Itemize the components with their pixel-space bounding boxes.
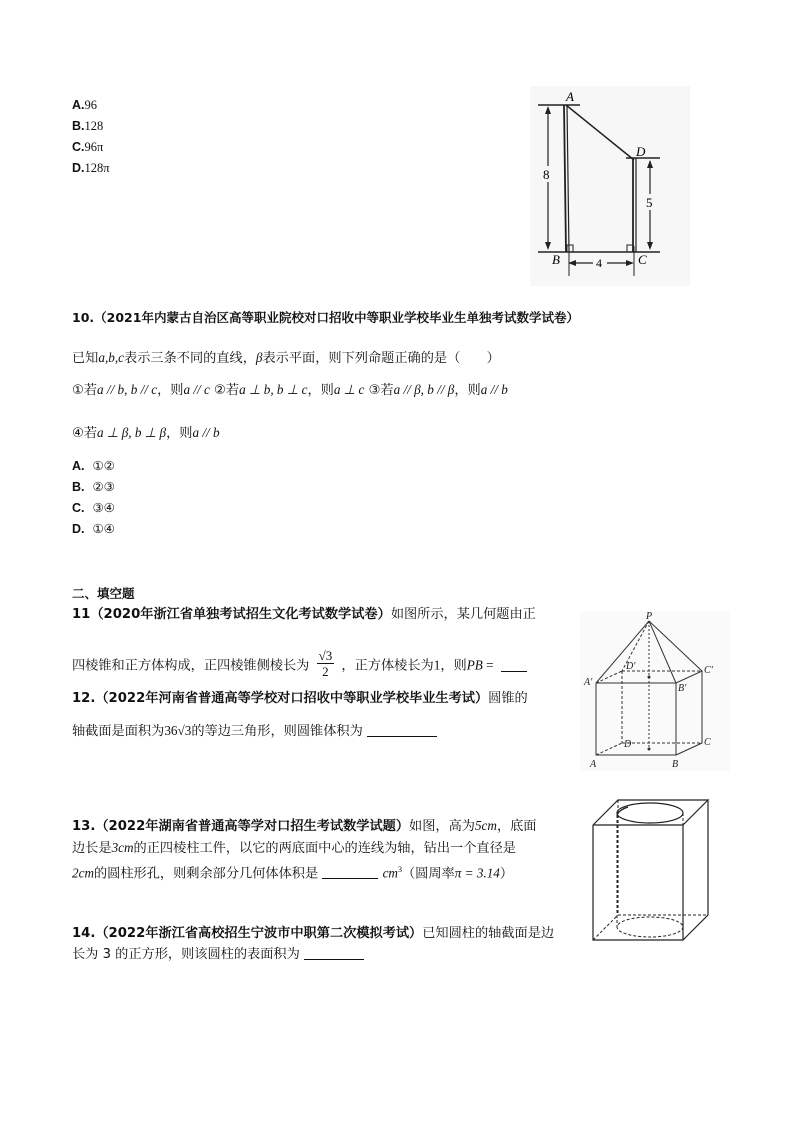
q9-option-d[interactable]: D.128π — [72, 161, 110, 175]
q9-figure — [530, 86, 690, 286]
q10-option-c[interactable]: C. ③④ — [72, 500, 115, 515]
q12-line-1: 12.（2022年河南省普通高等学校对口招收中等职业学校毕业生考试）圆锥的 — [72, 691, 528, 706]
q12-line-2: 轴截面是面积为36√3的等边三角形，则圆锥体积为 — [72, 722, 437, 741]
q11-point-c-label: C — [704, 737, 711, 748]
q11-point-p-label: P — [646, 611, 653, 622]
q11-fraction: $\frac{√3}{2}$ — [318, 648, 333, 679]
q13-line-3: 2cm的圆柱形孔，则剩余部分几何体体积是 $cm^3$（圆周率π = 3.14） — [72, 865, 514, 882]
q11-figure — [580, 611, 730, 771]
q13-line-1: 13.（2022年湖南省普通高等学对口招生考试数学试题）如图，高为5cm，底面 — [72, 818, 537, 834]
q13-answer-blank[interactable] — [322, 866, 378, 879]
q13-figure — [588, 795, 718, 945]
q11-point-a1-label: A' — [584, 677, 593, 688]
q10-statements-1-3: ①若a // b, b // c，则a // c ②若a ⊥ b, b ⊥ c，则a ⊥ c ③若a // β, b // β，则a // b — [72, 382, 508, 398]
q11-point-a-label: A — [590, 759, 597, 770]
q9-option-b[interactable]: B.128 — [72, 119, 104, 133]
q9-point-d-label: D — [636, 144, 646, 159]
q10-option-d[interactable]: D. ①④ — [72, 521, 115, 536]
q11-answer-blank[interactable] — [501, 659, 527, 672]
q14-answer-blank[interactable] — [304, 947, 364, 960]
q9-height-right-label: 5 — [646, 195, 653, 210]
q9-option-a[interactable]: A.96 — [72, 98, 97, 112]
q9-point-b-label: B — [552, 252, 560, 267]
q9-point-c-label: C — [638, 252, 647, 267]
q10-stem: 已知a,b,c表示三条不同的直线，β表示平面，则下列命题正确的是（ ） — [72, 350, 500, 366]
q9-base-label: 4 — [596, 256, 602, 270]
q10-header: 10.（2021年内蒙古自治区高等职业院校对口招收中等职业学校毕业生单独考试数学试卷） — [72, 310, 579, 325]
q10-option-b[interactable]: B. ②③ — [72, 479, 115, 494]
q10-statement-4: ④若a ⊥ β, b ⊥ β，则a // b — [72, 425, 220, 441]
q11-point-b1-label: B' — [678, 683, 687, 694]
q12-answer-blank[interactable] — [367, 724, 437, 737]
q11-line-1: 11（2020年浙江省单独考试招生文化考试数学试卷）如图所示，某几何题由正 — [72, 607, 536, 622]
section-title: 二、填空题 — [72, 586, 135, 601]
q9-option-c[interactable]: C.96π — [72, 140, 104, 154]
q13-line-2: 边长是3cm的正四棱柱工件，以它的两底面中心的连线为轴，钻出一个直径是 — [72, 840, 516, 856]
q9-height-left-label: 8 — [543, 167, 550, 182]
q14-line-1: 14.（2022年浙江省高校招生宁波市中职第二次模拟考试）已知圆柱的轴截面是边 — [72, 926, 555, 941]
q11-line-2: 四棱锥和正方体构成，正四棱锥侧棱长为 $\frac{√3}{2}$ ，正方体棱长为1，则PB = — [72, 650, 527, 681]
q11-point-c1-label: C' — [704, 665, 713, 676]
q14-line-2: 长为 3 的正方形，则该圆柱的表面积为 — [72, 946, 364, 964]
q10-option-a[interactable]: A. ①② — [72, 458, 115, 473]
q11-point-d-label: D — [624, 739, 632, 750]
q9-point-a-label: A — [566, 89, 574, 104]
q11-point-d1-label: D' — [626, 661, 636, 672]
q11-point-b-label: B — [672, 759, 679, 770]
